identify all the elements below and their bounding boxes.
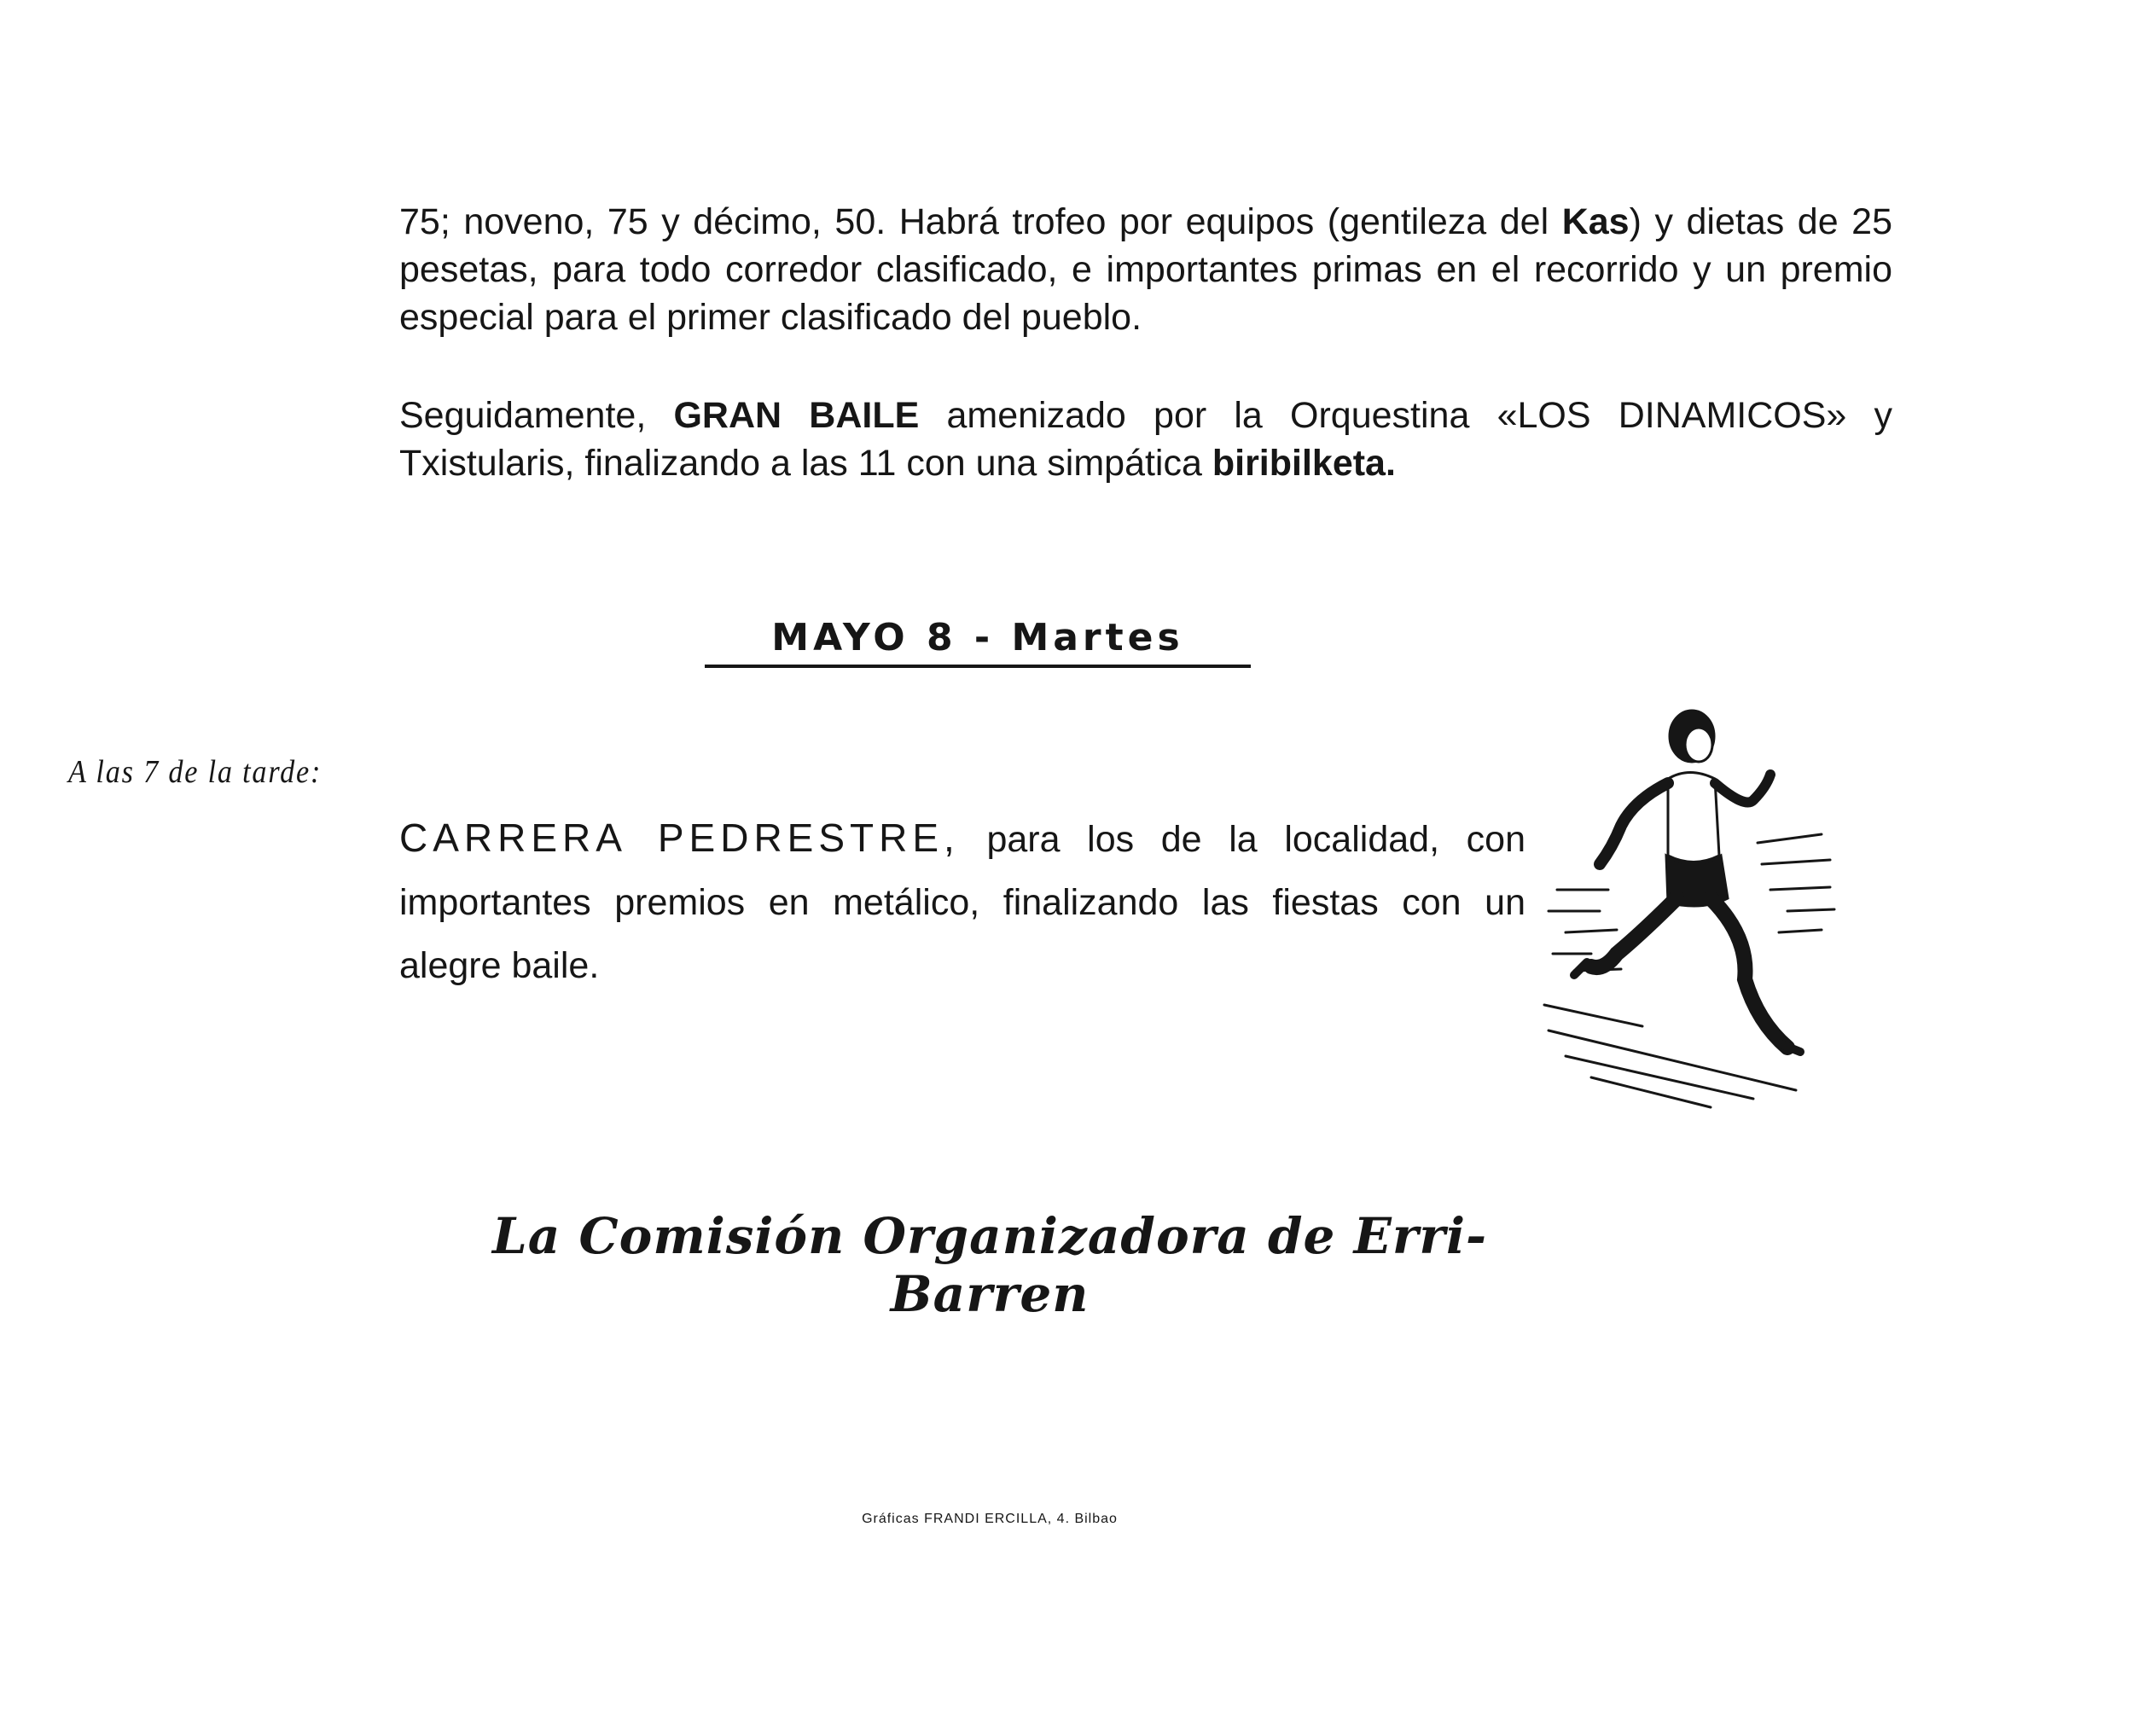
heading-underline — [705, 665, 1251, 668]
dance-text-1: Seguidamente, — [399, 395, 674, 436]
prizes-text-2: ) y dietas de 25 pesetas, para todo corredor clasificado, e importantes primas en el recorrido y un premio especial para el primer clasificado del pueblo. — [399, 201, 1893, 338]
time-label: A las 7 de la tarde: — [68, 754, 323, 790]
prizes-paragraph — [399, 198, 1892, 341]
day-heading: MAYO 8 - Martes — [771, 616, 1184, 659]
race-text: para los de la localidad, con importantes premios en metálico, finalizando las fiestas con un alegre baile. — [399, 819, 1525, 986]
kas-brand: Kas — [1561, 201, 1630, 242]
prizes-text-1: 75; noveno, 75 y décimo, 50. Habrá trofeo por equipos (gentileza del — [399, 201, 1562, 242]
gran-baile: GRAN BAILE — [673, 395, 920, 436]
dance-text-2: amenizado por la Orquestina «LOS DINAMICOS» y Txistularis, finalizando a las 11 con una simpática — [399, 395, 1893, 484]
runner-illustration-icon — [1540, 698, 1847, 1116]
printer-credit: Gráficas FRANDI ERCILLA, 4. Bilbao — [862, 1512, 1118, 1526]
biribilketa: biribilketa. — [1212, 443, 1396, 484]
race-event-title: CARRERA PEDRESTRE, — [399, 816, 960, 860]
dance-paragraph — [399, 392, 1892, 487]
signature: La Comisión Organizadora de Erri-Barren — [491, 1207, 1488, 1323]
race-paragraph — [399, 806, 1525, 997]
